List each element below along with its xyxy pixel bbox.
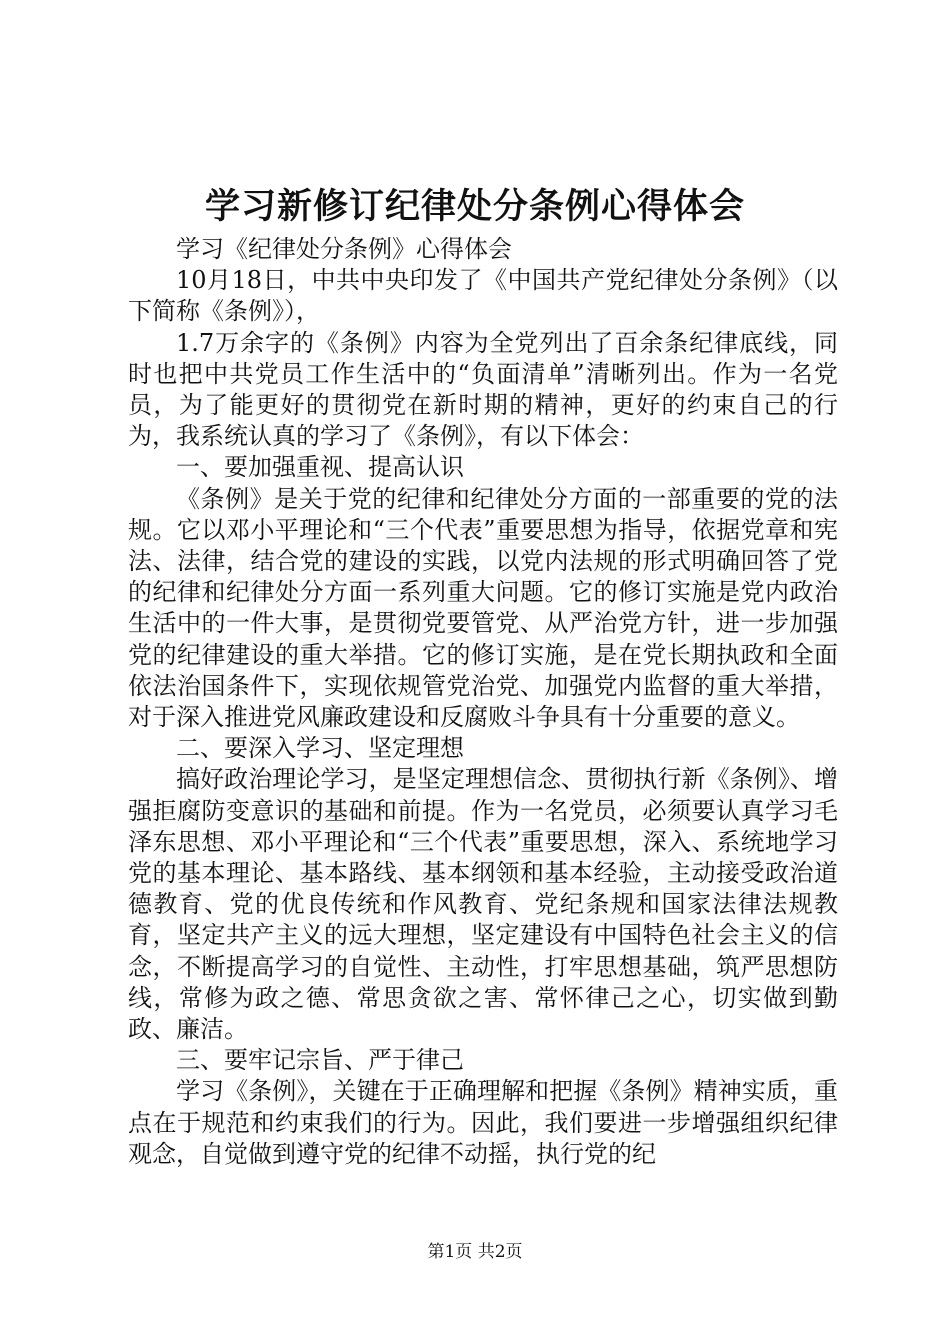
paragraph-section-2: 搞好政治理论学习，是坚定理想信念、贯彻执行新《条例》、增强拒腐防变意识的基础和前提。作为一名党员，必须要认真学习毛泽东思想、邓小平理论和“三个代表”重要思想，深入、系统地学习党的基本理论、基本路线、基本纲领和基本经验，主动接受政治道德教育、党的优良传统和作风教育、党纪条规和国家法律法规教育，坚定共产主义的远大理想，坚定建设有中国特色社会主义的信念，不断提高学习的自觉性、主动性，打牢思想基础，筑严思想防线，常修为政之德、常思贪欲之害、常怀律己之心，切实做到勤政、廉洁。 [128, 765, 838, 1044]
page-number-footer: 第1页 共2页 [427, 1242, 523, 1262]
paragraph-intro-date: 10月18日，中共中央印发了《中国共产党纪律处分条例》（以下简称《条例》）， [128, 266, 838, 326]
section-heading-3: 三、要牢记宗旨、严于律己 [176, 1046, 464, 1075]
document-title: 学习新修订纪律处分条例心得体会 [204, 187, 745, 227]
paragraph-intro: 1.7万余字的《条例》内容为全党列出了百余条纪律底线，同时也把中共党员工作生活中的“负面清单”清晰列出。作为一名党员，为了能更好的贯彻党在新时期的精神，更好的约束自己的行为，我系统认真的学习了《条例》，有以下体会： [128, 328, 838, 451]
paragraph-section-3: 学习《条例》，关键在于正确理解和把握《条例》精神实质，重点在于规范和约束我们的行为。因此，我们要进一步增强组织纪律观念，自觉做到遵守党的纪律不动摇，执行党的纪 [128, 1077, 838, 1168]
section-heading-1: 一、要加强重视、提高认识 [176, 453, 464, 482]
paragraph-subtitle: 学习《纪律处分条例》心得体会 [176, 235, 512, 263]
section-heading-2: 二、要深入学习、坚定理想 [176, 734, 464, 763]
document-body [128, 234, 838, 1170]
paragraph-section-1: 《条例》是关于党的纪律和纪律处分方面的一部重要的党的法规。它以邓小平理论和“三个代表”重要思想为指导，依据党章和宪法、法律，结合党的建设的实践，以党内法规的形式明确回答了党的纪律和纪律处分方面一系列重大问题。它的修订实施是党内政治生活中的一件大事，是贯彻党要管党、从严治党方针，进一步加强党的纪律建设的重大举措。它的修订实施，是在党长期执政和全面依法治国条件下，实现依规管党治党、加强党内监督的重大举措，对于深入推进党风廉政建设和反腐败斗争具有十分重要的意义。 [128, 484, 838, 732]
